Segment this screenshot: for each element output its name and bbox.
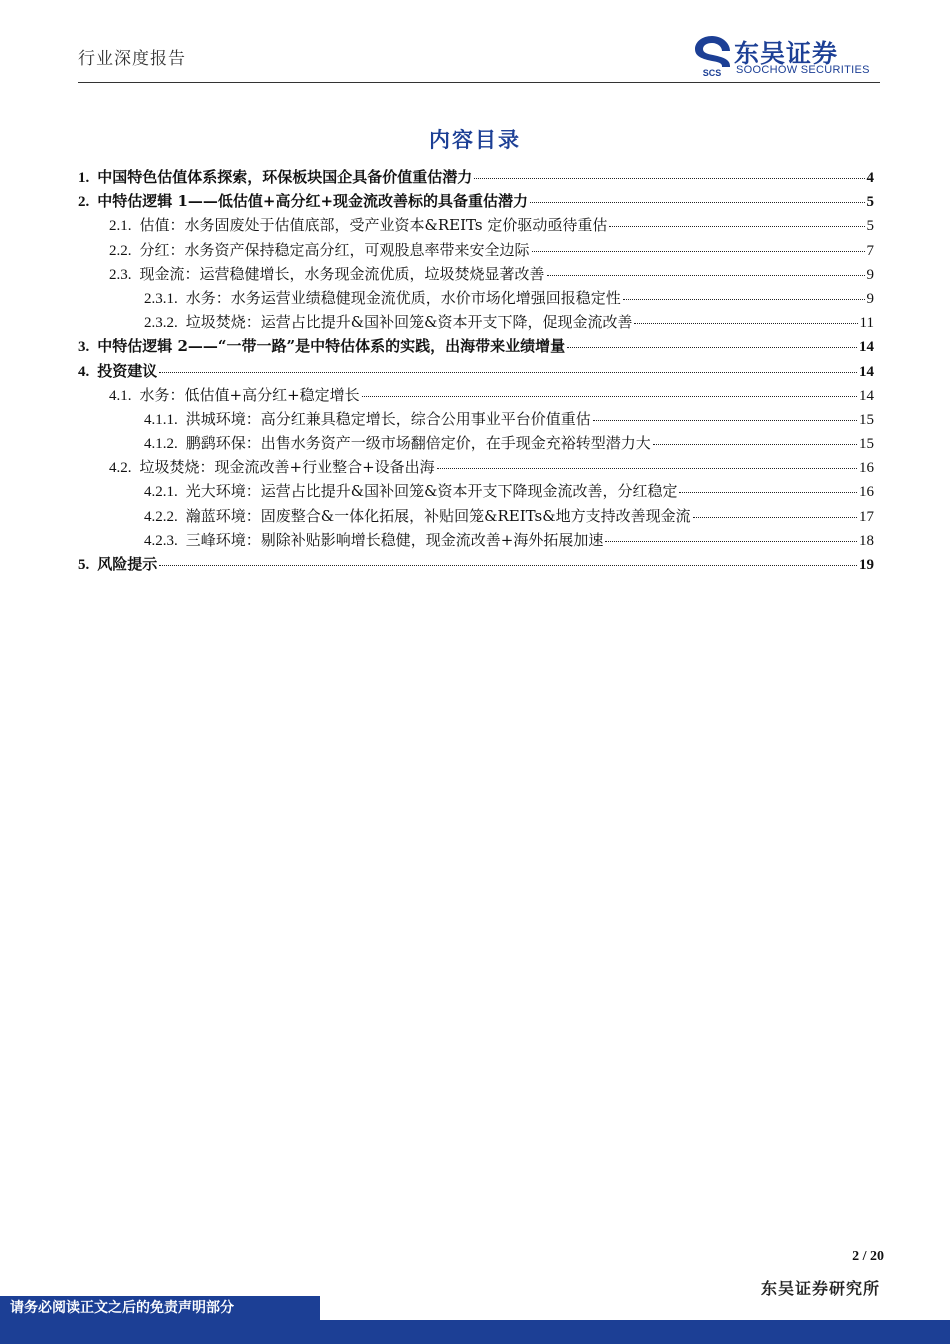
logo-name-en: SOOCHOW SECURITIES [736,64,870,76]
toc-entry-number: 4.2. [109,460,132,477]
toc-entry-number: 3. [78,339,90,356]
toc-entry[interactable] [78,505,874,529]
toc-entry-number: 2.3. [109,266,132,283]
toc-entry-title: 洪城环境：高分红兼具稳定增长，综合公用事业平台价值重估 [185,409,591,428]
toc-dot-leader [609,225,864,227]
disclaimer-notice: 请务必阅读正文之后的免责声明部分 [0,1296,320,1320]
toc-entry-number: 2.3.1. [144,290,178,307]
header-divider [78,82,880,83]
toc-entry-number: 4.1. [109,387,132,404]
toc-dot-leader [623,298,865,300]
toc-entry-title: 现金流：运营稳健增长，水务现金流优质，垃圾焚烧显著改善 [139,264,545,283]
toc-entry-title: 风险提示 [97,555,158,573]
company-logo [692,34,882,80]
page-number: 2 / 20 [852,1249,884,1264]
toc-entry-page: 19 [859,557,874,573]
toc-entry[interactable] [78,263,874,287]
toc-entry-page: 17 [859,508,874,525]
toc-entry[interactable] [78,384,874,408]
toc-entry-page: 5 [866,218,874,235]
logo-mark-text: SCS [702,68,722,78]
toc-entry-page: 14 [859,339,874,356]
toc-entry-title: 瀚蓝环境：固废整合&一体化拓展，补贴回笼&REITs&地方支持改善现金流 [185,506,691,525]
toc-entry-number: 4.2.2. [144,508,178,525]
toc-dot-leader [679,491,857,493]
toc-dot-leader [530,201,864,203]
toc-entry-page: 15 [859,436,874,453]
toc-entry-number: 4.2.1. [144,484,178,501]
toc-title: 内容目录 [429,127,521,152]
toc-dot-leader [567,346,857,348]
toc-dot-leader [634,322,857,324]
toc-entry[interactable] [78,480,874,504]
toc-entry[interactable] [78,214,874,238]
toc-entry-title: 垃圾焚烧：运营占比提升&国补回笼&资本开支下降，促现金流改善 [185,313,633,332]
toc-entry-number: 2.2. [109,242,132,259]
toc-entry-title: 三峰环境：剔除补贴影响增长稳健，现金流改善+海外拓展加速 [185,530,604,549]
footer-organization: 东吴证券研究所 [760,1279,880,1298]
toc-entry-number: 1. [78,170,90,186]
toc-entry-title: 投资建议 [97,361,158,380]
toc-entry[interactable] [78,553,874,577]
toc-entry-title: 中国特色估值体系探索，环保板块国企具备价值重估潜力 [97,168,473,186]
footer-bar [0,1320,950,1344]
toc-entry-title: 分红：水务资产保持稳定高分红，可观股息率带来安全边际 [139,240,530,259]
toc-entry[interactable] [78,456,874,480]
toc-entry-title: 垃圾焚烧：现金流改善+行业整合+设备出海 [139,458,435,477]
toc-entry-page: 4 [866,170,874,186]
toc-entry-title: 鹏鹞环保：出售水务资产一级市场翻倍定价，在手现金充裕转型潜力大 [185,434,651,453]
toc-entry-title: 光大环境：运营占比提升&国补回笼&资本开支下降现金流改善，分红稳定 [185,482,678,501]
toc-entry[interactable] [78,311,874,335]
toc-entry-page: 5 [866,194,874,211]
toc-entry-number: 2.1. [109,218,132,235]
toc-entry-title: 中特估逻辑 1——低估值+高分红+现金流改善标的具备重估潜力 [97,192,529,211]
toc-entry-title: 估值：水务固废处于估值底部，受产业资本&REITs 定价驱动亟待重估 [139,216,608,235]
toc-entry-title: 中特估逻辑 2——“一带一路”是中特估体系的实践，出海带来业绩增量 [97,337,566,356]
toc-entry-page: 9 [866,290,874,307]
toc-entry[interactable] [78,360,874,384]
toc-entry-number: 5. [78,557,90,573]
footer-band [0,1296,950,1344]
toc-dot-leader [437,467,857,469]
toc-entry-page: 15 [859,411,874,428]
toc-entry-number: 2. [78,194,90,211]
toc-entry[interactable] [78,335,874,359]
toc-dot-leader [362,395,857,397]
company-logo-icon [692,34,732,78]
toc-dot-leader [474,177,864,179]
toc-dot-leader [159,371,857,373]
toc-dot-leader [605,540,857,542]
toc-entry-page: 18 [859,532,874,549]
toc-dot-leader [532,250,865,252]
report-category: 行业深度报告 [78,49,186,69]
logo-name-cn: 东吴证券 [734,39,839,68]
table-of-contents [78,166,874,577]
toc-dot-leader [653,443,857,445]
toc-entry[interactable] [78,190,874,214]
toc-entry-page: 9 [866,266,874,283]
toc-entry[interactable] [78,408,874,432]
toc-entry-page: 11 [859,315,874,332]
toc-entry-page: 16 [859,484,874,501]
toc-entry-page: 14 [859,387,874,404]
toc-entry-number: 2.3.2. [144,315,178,332]
toc-entry-number: 4. [78,363,90,380]
toc-entry[interactable] [78,239,874,263]
toc-dot-leader [159,564,857,566]
toc-entry-page: 14 [859,363,874,380]
toc-entry-title: 水务：水务运营业绩稳健现金流优质，水价市场化增强回报稳定性 [185,288,621,307]
toc-entry-page: 16 [859,460,874,477]
toc-entry-number: 4.1.2. [144,436,178,453]
toc-dot-leader [693,516,857,518]
toc-entry-page: 7 [866,242,874,259]
toc-entry[interactable] [78,287,874,311]
toc-entry[interactable] [78,529,874,553]
toc-entry[interactable] [78,432,874,456]
toc-dot-leader [547,274,865,276]
toc-entry[interactable] [78,166,874,190]
toc-entry-number: 4.1.1. [144,411,178,428]
toc-entry-title: 水务：低估值+高分红+稳定增长 [139,385,360,404]
toc-entry-number: 4.2.3. [144,532,178,549]
toc-dot-leader [593,419,857,421]
